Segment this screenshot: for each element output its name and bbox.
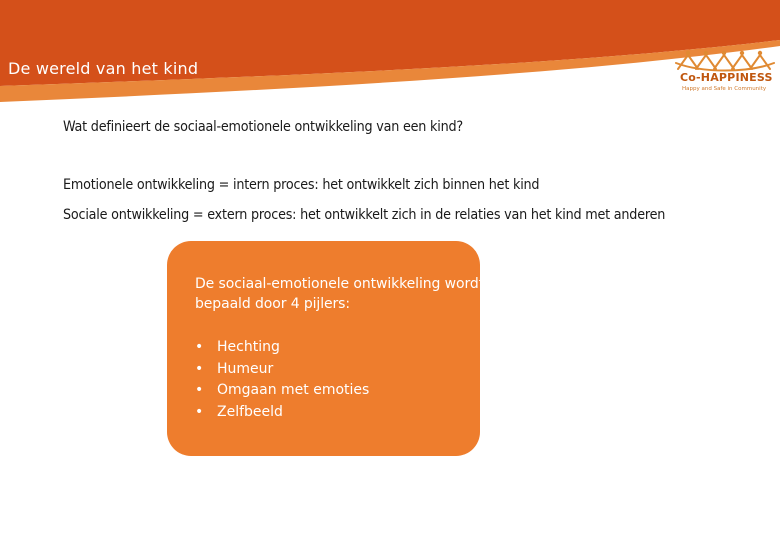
bullet-icon: • — [195, 382, 204, 398]
pillars-intro: De sociaal-emotionele ontwikkeling wordt bepaald door 4 pijlers: — [195, 276, 485, 312]
page-title: De wereld van het kind — [8, 59, 199, 78]
bullet-icon: • — [195, 360, 204, 377]
bullet-icon: • — [195, 403, 204, 420]
pillar-item — [195, 337, 369, 359]
pillars-box — [167, 241, 485, 456]
question-text: Wat definieert de sociaal-emotionele ontwikkeling van een kind? — [63, 119, 463, 135]
pillar-item — [195, 380, 369, 402]
logo-tagline: Happy and Safe in Community — [682, 86, 767, 92]
pillar-label: Hechting — [217, 339, 280, 355]
header-band — [0, 0, 780, 105]
logo-name: Co-HAPPINESS — [680, 71, 773, 84]
pillar-label: Zelfbeeld — [217, 403, 283, 420]
bullet-icon: • — [195, 339, 204, 355]
pillar-item — [195, 359, 369, 381]
emotional-definition: Emotionele ontwikkeling = intern proces: het ontwikkelt zich binnen het kind — [63, 177, 540, 193]
people-chain-icon — [672, 49, 778, 73]
pillar-item — [195, 402, 369, 424]
pillars-list — [195, 337, 369, 423]
co-happiness-logo — [672, 49, 778, 101]
social-definition: Sociale ontwikkeling = extern proces: het ontwikkelt zich in de relaties van het kind met anderen — [63, 207, 666, 223]
pillar-label: Humeur — [217, 360, 274, 377]
pillar-label: Omgaan met emoties — [217, 382, 370, 398]
